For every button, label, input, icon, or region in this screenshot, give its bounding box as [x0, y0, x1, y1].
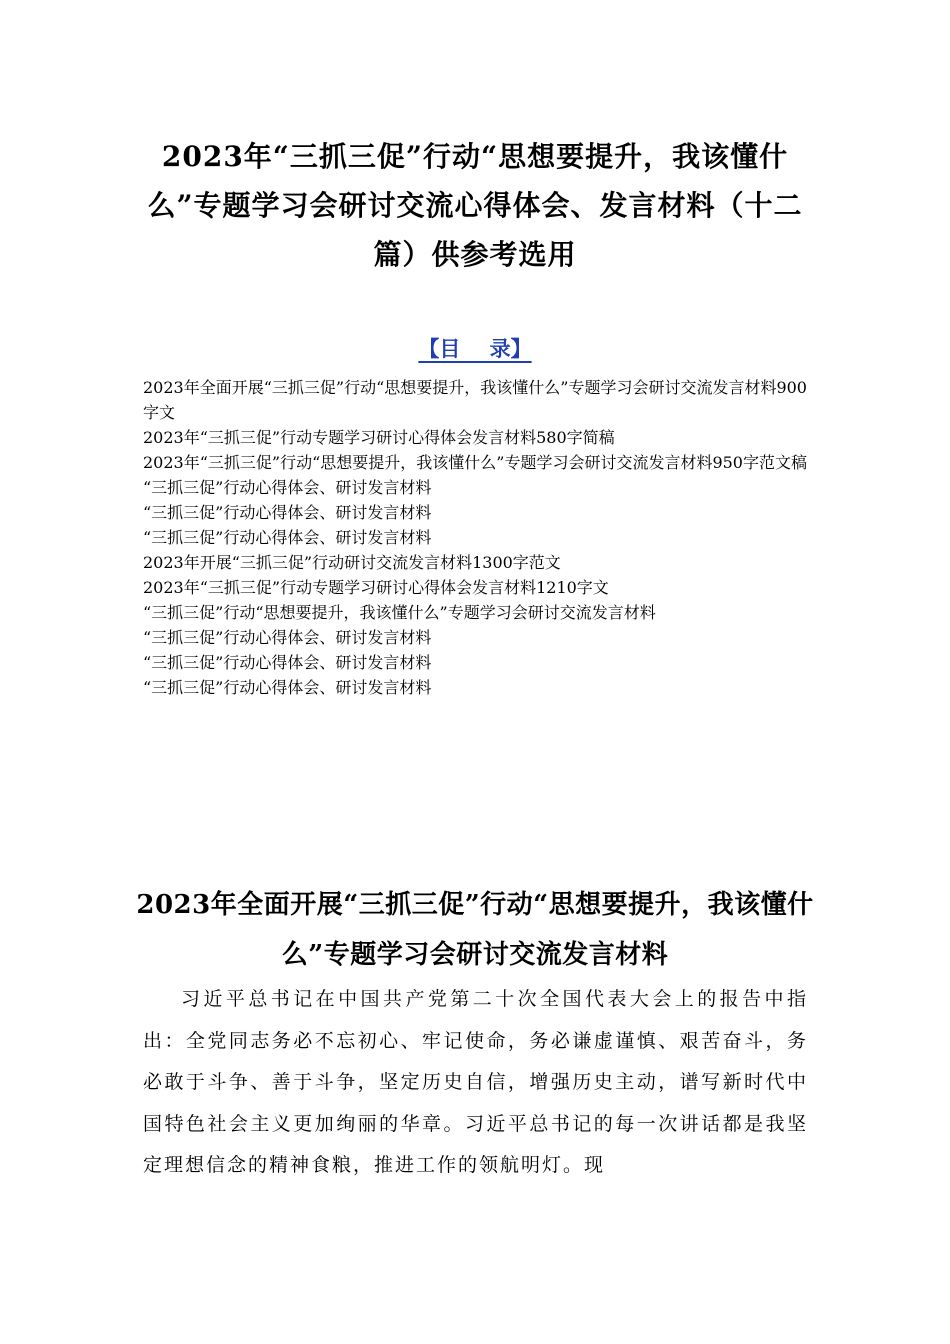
toc-item[interactable]: “三抓三促”行动“思想要提升，我该懂什么”专题学习会研讨交流发言材料 [143, 603, 656, 622]
body-paragraph: 习近平总书记在中国共产党第二十次全国代表大会上的报告中指出：全党同志务必不忘初心、牢记使命，务必谦虚谨慎、艰苦奋斗，务必敢于斗争、善于斗争，坚定历史自信，增强历史主动，谱写新时代中国特色社会主义更加绚丽的华章。习近平总书记的每一次讲话都是我坚定理想信念的精神食粮，推进工作的领航明灯。现 [143, 988, 808, 1176]
toc-heading [0, 333, 950, 365]
toc-item[interactable]: “三抓三促”行动心得体会、研讨发言材料 [143, 478, 432, 497]
toc-item[interactable]: “三抓三促”行动心得体会、研讨发言材料 [143, 653, 432, 672]
toc-heading-label[interactable]: 【目 录】 [418, 336, 532, 361]
toc-item[interactable]: “三抓三促”行动心得体会、研讨发言材料 [143, 503, 432, 522]
toc-item[interactable]: 2023年“三抓三促”行动“思想要提升，我该懂什么”专题学习会研讨交流发言材料950字范文稿 [143, 453, 807, 472]
toc-item[interactable]: 2023年“三抓三促”行动专题学习研讨心得体会发言材料1210字文 [143, 578, 609, 597]
table-of-contents [143, 375, 808, 700]
section-title: 2023年全面开展“三抓三促”行动“思想要提升，我该懂什么”专题学习会研讨交流发言材料 [136, 890, 814, 970]
toc-item[interactable]: 2023年开展“三抓三促”行动研讨交流发言材料1300字范文 [143, 553, 561, 572]
document-title: 2023年“三抓三促”行动“思想要提升，我该懂什么”专题学习会研讨交流心得体会、发言材料（十二篇）供参考选用 [147, 140, 803, 271]
toc-item[interactable]: “三抓三促”行动心得体会、研讨发言材料 [143, 628, 432, 647]
toc-item[interactable]: “三抓三促”行动心得体会、研讨发言材料 [143, 528, 432, 547]
toc-item[interactable]: 2023年“三抓三促”行动专题学习研讨心得体会发言材料580字简稿 [143, 428, 615, 447]
toc-item[interactable]: 2023年全面开展“三抓三促”行动“思想要提升，我该懂什么”专题学习会研讨交流发言材料900字文 [143, 378, 807, 422]
toc-item[interactable]: “三抓三促”行动心得体会、研讨发言材料 [143, 678, 432, 697]
